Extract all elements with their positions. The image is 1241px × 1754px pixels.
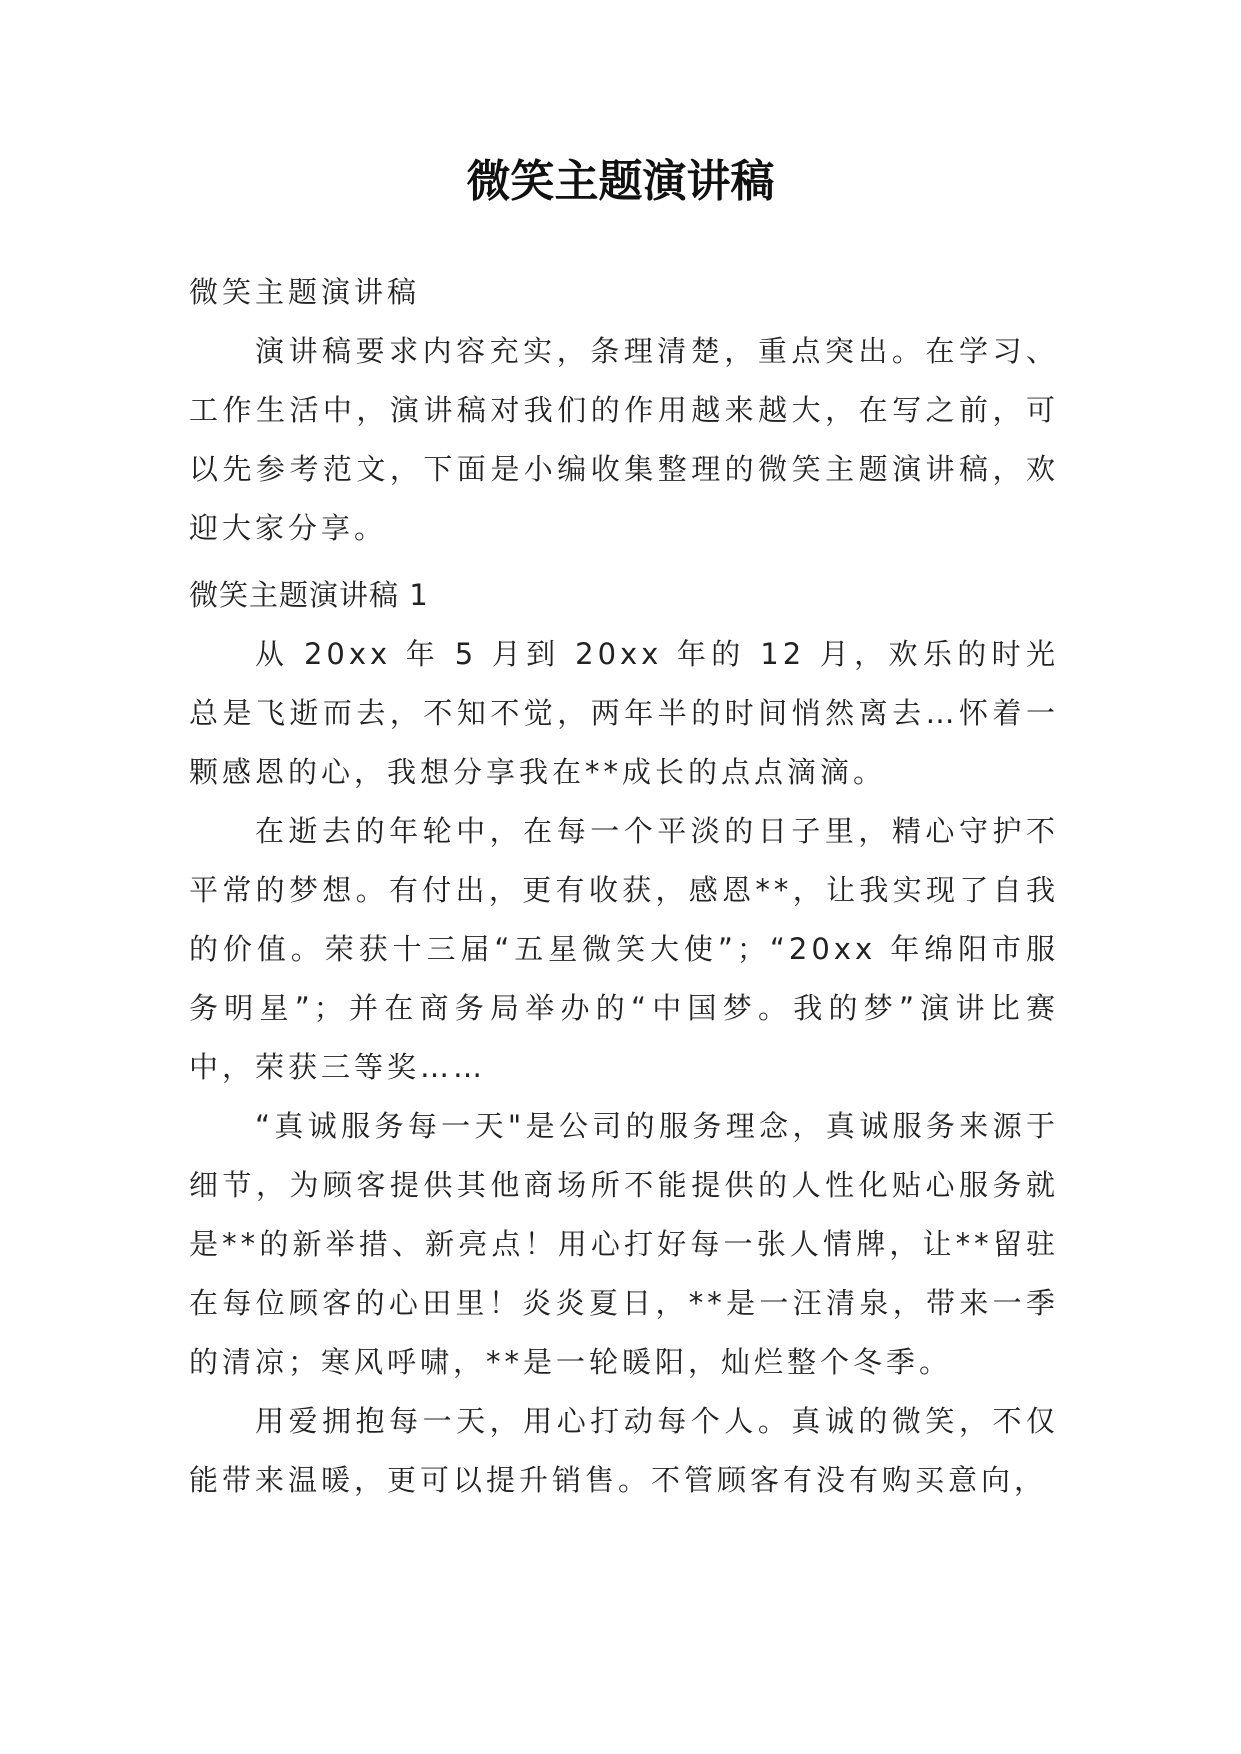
section-1-paragraph-2: 在逝去的年轮中，在每一个平淡的日子里，精心守护不平常的梦想。有付出，更有收获，感恩**，让我实现了自我的价值。荣获十三届“五星微笑大使”；“20xx 年绵阳市服务明星”；并在商务局举办的“中国梦。我的梦”演讲比赛中，荣获三等奖…… [189,814,1059,1084]
intro-paragraph: 演讲稿要求内容充实，条理清楚，重点突出。在学习、工作生活中，演讲稿对我们的作用越来越大，在写之前，可以先参考范文，下面是小编收集整理的微笑主题演讲稿，欢迎大家分享。 [189,334,1059,545]
document-title: 微笑主题演讲稿 [466,156,775,207]
intro-block [189,263,1059,558]
section-1-paragraph-1: 从 20xx 年 5 月到 20xx 年的 12 月，欢乐的时光总是飞逝而去，不知不觉，两年半的时间悄然离去…怀着一颗感恩的心，我想分享我在**成长的点点滴滴。 [189,637,1059,789]
section-1-block [189,566,1059,1510]
section-1-paragraph-3: “真诚服务每一天"是公司的服务理念，真诚服务来源于细节，为顾客提供其他商场所不能提供的人性化贴心服务就是**的新举措、新亮点！用心打好每一张人情牌，让**留驻在每位顾客的心田里！炎炎夏日，**是一汪清泉，带来一季的清凉；寒风呼啸，**是一轮暖阳，灿烂整个冬季。 [189,1109,1059,1379]
section-1-paragraph-4: 用爱拥抱每一天，用心打动每个人。真诚的微笑，不仅能带来温暖，更可以提升销售。不管顾客有没有购买意向， [189,1404,1059,1497]
intro-heading: 微笑主题演讲稿 [189,275,421,309]
section-1-heading: 微笑主题演讲稿 1 [189,578,429,612]
